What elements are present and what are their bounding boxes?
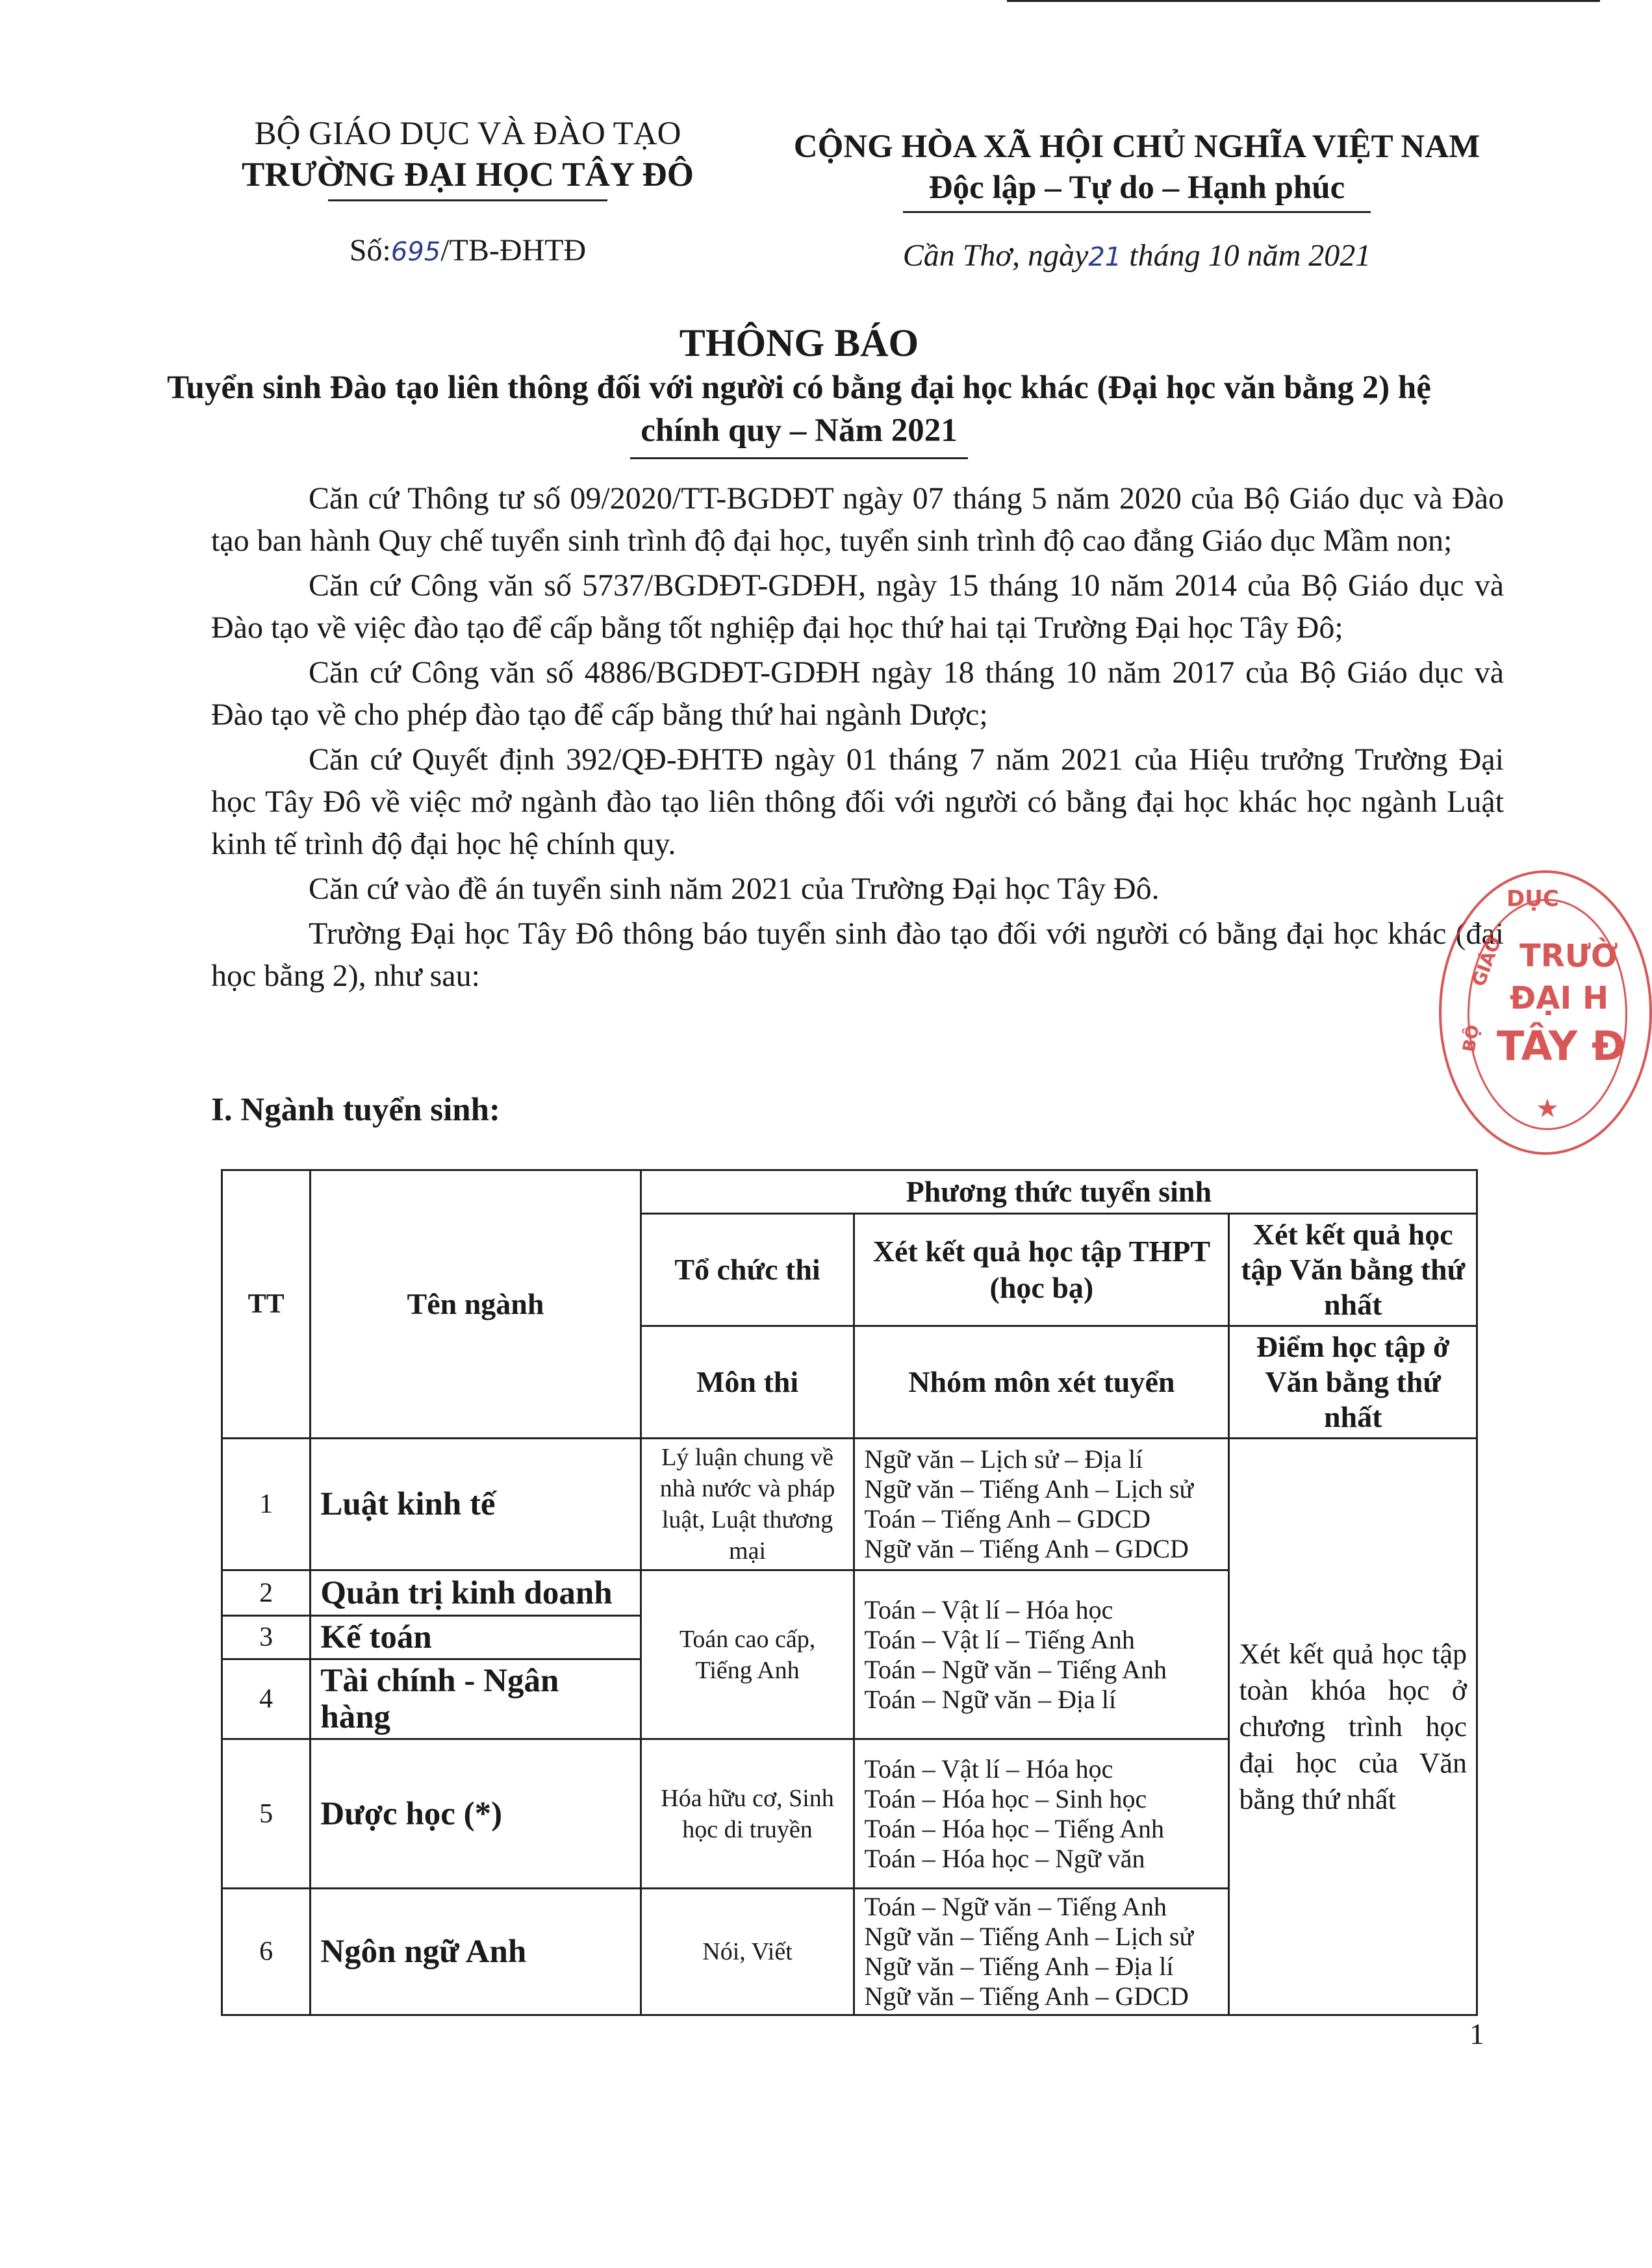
page-number: 1 <box>1469 2017 1484 2050</box>
row-tt: 3 <box>222 1616 311 1659</box>
header-exam: Tổ chức thi <box>641 1214 854 1326</box>
subject-group: Ngữ văn – Tiếng Anh – Lịch sử <box>864 1474 1194 1504</box>
motto-underline <box>903 211 1371 213</box>
table-row <box>222 1439 1477 1570</box>
header-transcript: Xét kết quả học tập THPT (học bạ) <box>854 1214 1229 1326</box>
row-tt: 2 <box>222 1570 311 1616</box>
subject-group: Toán – Ngữ văn – Địa lí <box>864 1684 1117 1714</box>
subject-group: Toán – Vật lí – Hóa học <box>864 1754 1113 1783</box>
seal-text-line2: ĐẠI H <box>1510 980 1609 1016</box>
scan-edge-line <box>1007 0 1600 2</box>
row-exam-subjects: Nói, Viết <box>641 1889 854 2015</box>
date-prefix: Cần Thơ, ngày <box>902 238 1089 273</box>
subject-group: Ngữ văn – Lịch sử – Địa lí <box>864 1444 1143 1474</box>
basis-paragraph-5: Căn cứ vào đề án tuyển sinh năm 2021 của Trường Đại học Tây Đô. <box>309 872 1160 906</box>
header-subjects: Môn thi <box>641 1326 854 1439</box>
subject-group: Toán – Hóa học – Sinh học <box>864 1783 1147 1813</box>
subject-group: Toán – Hóa học – Ngữ văn <box>864 1843 1145 1873</box>
national-block <box>747 127 1527 273</box>
school-underline <box>328 199 607 201</box>
nation-name: CỘNG HÒA XÃ HỘI CHỦ NGHĨA VIỆT NAM <box>793 129 1480 165</box>
issuer-block <box>195 114 741 268</box>
table-header-row <box>222 1170 1477 1214</box>
row-tt: 4 <box>222 1659 311 1739</box>
document-subtitle: Tuyển sinh Đào tạo liên thông đối với người có bằng đại học khác (Đại học văn bằng 2) hệ chính quy – Năm 2021 <box>167 370 1431 449</box>
seal-text-top: DỤC <box>1506 886 1559 912</box>
subject-group: Ngữ văn – Tiếng Anh – Địa lí <box>864 1952 1174 1981</box>
header-score: Điểm học tập ở Văn bằng thứ nhất <box>1229 1326 1477 1439</box>
row-major-name: Kế toán <box>311 1616 641 1659</box>
row-major-name: Dược học (*) <box>311 1739 641 1889</box>
doc-no-handwritten: 695 <box>390 237 441 267</box>
header-groups: Nhóm môn xét tuyển <box>854 1326 1229 1439</box>
header-method: Phương thức tuyển sinh <box>641 1170 1477 1214</box>
seal-text-line3: TÂY Đ <box>1497 1022 1625 1070</box>
subject-group: Toán – Hóa học – Tiếng Anh <box>864 1813 1165 1843</box>
place-date <box>747 238 1527 273</box>
subject-group: Toán – Vật lí – Tiếng Anh <box>864 1624 1135 1654</box>
row-tt: 1 <box>222 1439 311 1570</box>
document-body <box>211 477 1504 1000</box>
official-seal <box>1439 870 1652 1155</box>
majors-table <box>221 1169 1478 2016</box>
date-day-handwritten: 21 <box>1088 242 1122 272</box>
row-tt: 5 <box>222 1739 311 1889</box>
title-underline <box>630 457 968 459</box>
row-major-name: Tài chính - Ngân hàng <box>311 1659 641 1739</box>
national-motto: Độc lập – Tự do – Hạnh phúc <box>928 170 1345 206</box>
row-exam-subjects: Toán cao cấp, Tiếng Anh <box>641 1570 854 1739</box>
subject-group: Ngữ văn – Tiếng Anh – GDCD <box>864 1982 1189 2011</box>
document-number <box>195 233 741 268</box>
basis-paragraph-4: Căn cứ Quyết định 392/QĐ-ĐHTĐ ngày 01 tháng 7 năm 2021 của Hiệu trưởng Trường Đại học Tây Đô về việc mở ngành đào tạo liên thông đối với người có bằng đại học khác học ngành Luật kinh tế trình độ đại học hệ chính quy. <box>211 742 1504 861</box>
seal-star-icon: ★ <box>1536 1094 1559 1124</box>
seal-text-line1: TRƯỜ <box>1519 938 1618 974</box>
doc-no-prefix: Số: <box>349 233 391 268</box>
ministry-name: BỘ GIÁO DỤC VÀ ĐÀO TẠO <box>254 116 681 152</box>
row-subject-groups <box>854 1739 1229 1889</box>
doc-no-suffix: /TB-ĐHTĐ <box>440 233 587 268</box>
row-tt: 6 <box>222 1889 311 2015</box>
seal-text-left-bottom: BỘ <box>1459 1023 1484 1054</box>
seal-text-left: GIÁO <box>1468 933 1506 990</box>
row-exam-subjects: Hóa hữu cơ, Sinh học di truyền <box>641 1739 854 1889</box>
subject-group: Toán – Tiếng Anh – GDCD <box>864 1504 1150 1533</box>
subject-group: Toán – Ngữ văn – Tiếng Anh <box>864 1892 1167 1921</box>
date-suffix: tháng 10 năm 2021 <box>1121 238 1371 273</box>
basis-paragraph-1: Căn cứ Thông tư số 09/2020/TT-BGDĐT ngày 07 tháng 5 năm 2020 của Bộ Giáo dục và Đào tạo ban hành Quy chế tuyển sinh trình độ đại học, tuyển sinh trình độ cao đẳng Giáo dục Mầm non; <box>211 481 1504 558</box>
row-major-name: Luật kinh tế <box>311 1439 641 1570</box>
subject-group: Toán – Vật lí – Hóa học <box>864 1594 1113 1624</box>
first-degree-note: Xét kết quả học tập toàn khóa học ở chương trình học đại học của Văn bằng thứ nhất <box>1229 1439 1477 2015</box>
school-name: TRƯỜNG ĐẠI HỌC TÂY ĐÔ <box>242 156 694 194</box>
subject-group: Ngữ văn – Tiếng Anh – GDCD <box>864 1534 1189 1563</box>
header-first-degree: Xét kết quả học tập Văn bằng thứ nhất <box>1229 1214 1477 1326</box>
row-subject-groups <box>854 1570 1229 1739</box>
basis-paragraph-3: Căn cứ Công văn số 4886/BGDĐT-GDĐH ngày 18 tháng 10 năm 2017 của Bộ Giáo dục và Đào tạo về cho phép đào tạo để cấp bằng thứ hai ngành Dược; <box>211 655 1504 732</box>
header-tt: TT <box>222 1170 311 1439</box>
document-title-block <box>130 320 1468 459</box>
basis-paragraph-2: Căn cứ Công văn số 5737/BGDĐT-GDĐH, ngày 15 tháng 10 năm 2014 của Bộ Giáo dục và Đào tạo về việc đào tạo để cấp bằng tốt nghiệp đại học thứ hai tại Trường Đại học Tây Đô; <box>211 568 1504 645</box>
row-subject-groups <box>854 1439 1229 1570</box>
row-subject-groups <box>854 1889 1229 2015</box>
section-heading-1: I. Ngành tuyển sinh: <box>211 1092 500 1128</box>
document-title: THÔNG BÁO <box>679 321 919 364</box>
subject-group: Ngữ văn – Tiếng Anh – Lịch sử <box>864 1922 1194 1951</box>
subject-group: Toán – Ngữ văn – Tiếng Anh <box>864 1654 1167 1684</box>
row-exam-subjects: Lý luận chung về nhà nước và pháp luật, Luật thương mại <box>641 1439 854 1570</box>
row-major-name: Ngôn ngữ Anh <box>311 1889 641 2015</box>
row-major-name: Quản trị kinh doanh <box>311 1570 641 1616</box>
header-major: Tên ngành <box>311 1170 641 1439</box>
announcement-paragraph: Trường Đại học Tây Đô thông báo tuyển sinh đào tạo đối với người có bằng đại học khác (đại học bằng 2), như sau: <box>211 916 1504 993</box>
